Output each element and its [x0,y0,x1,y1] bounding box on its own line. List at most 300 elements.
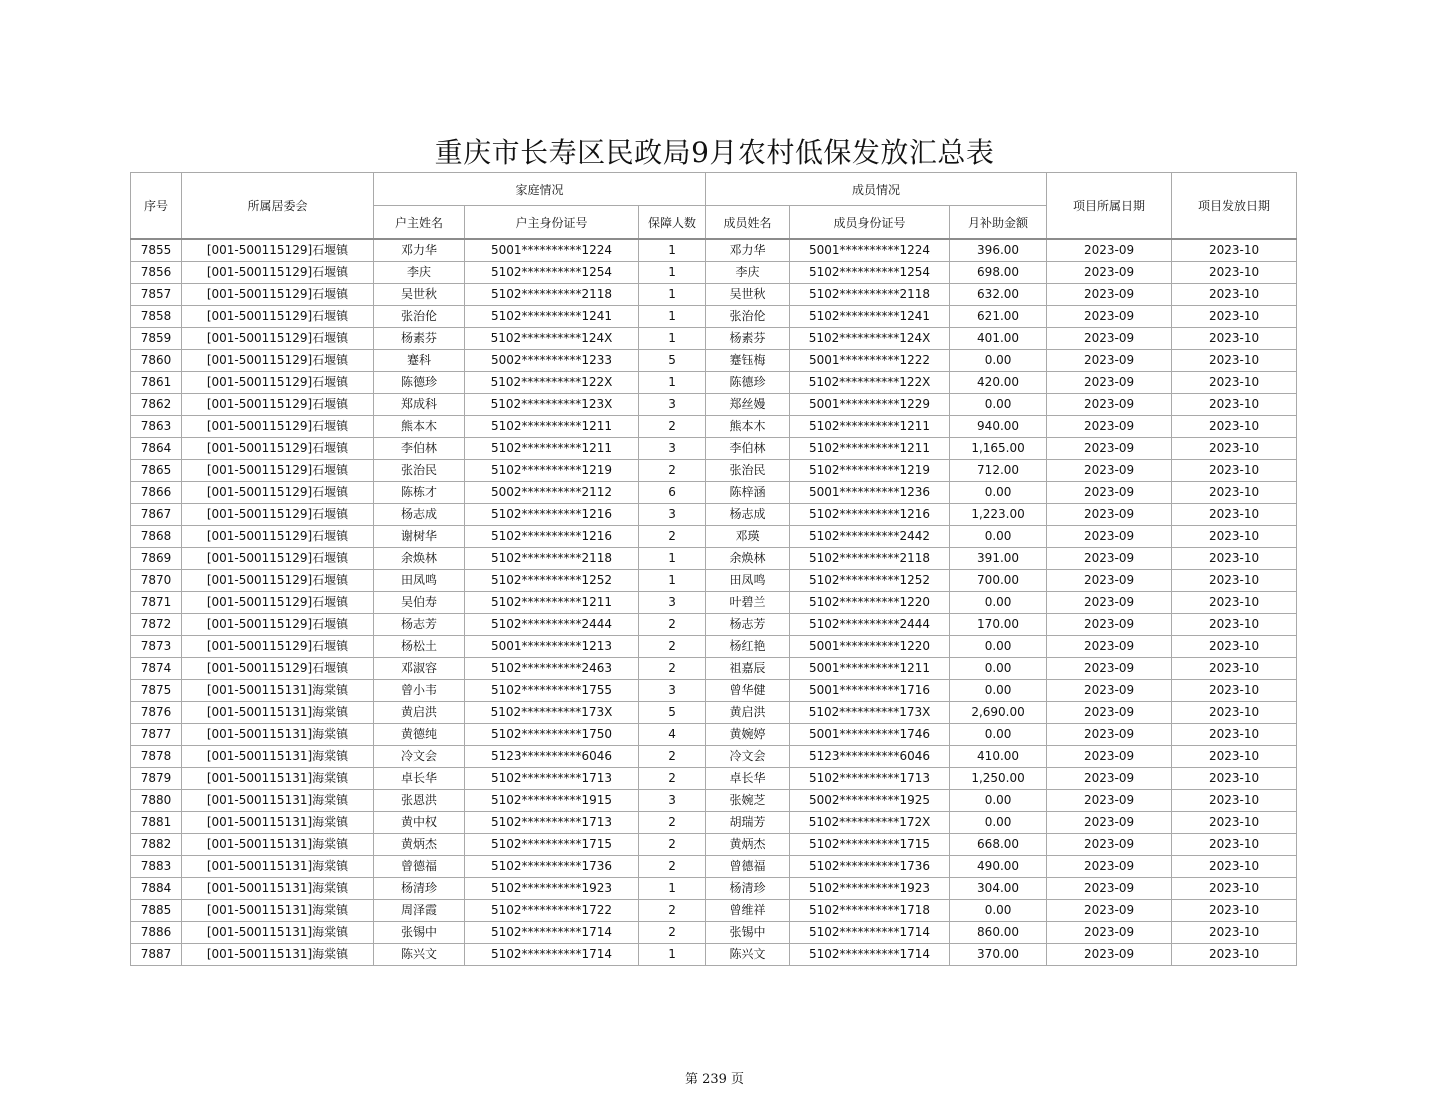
project-date-cell: 2023-09 [1047,900,1172,922]
table-row [131,724,1297,746]
project-date-cell: 2023-09 [1047,812,1172,834]
committee-cell: [001-500115129]石堰镇 [182,460,374,482]
member-name-cell: 李庆 [706,262,790,284]
seq-cell: 7861 [131,372,182,394]
amount-cell: 1,165.00 [950,438,1047,460]
member-name-cell: 曾华健 [706,680,790,702]
committee-cell: [001-500115129]石堰镇 [182,658,374,680]
head-id-cell: 5102**********1219 [465,460,639,482]
amount-cell: 0.00 [950,790,1047,812]
member-name-cell: 杨红艳 [706,636,790,658]
head-name-cell: 杨清珍 [374,878,465,900]
amount-cell: 621.00 [950,306,1047,328]
table-row [131,658,1297,680]
committee-cell: [001-500115131]海棠镇 [182,680,374,702]
relief-summary-table [130,172,1297,966]
project-date-cell: 2023-09 [1047,724,1172,746]
project-date-cell: 2023-09 [1047,922,1172,944]
head-name-cell: 张治民 [374,460,465,482]
head-id-cell: 5102**********1211 [465,416,639,438]
covered-cell: 3 [639,504,706,526]
issue-date-cell: 2023-10 [1172,746,1297,768]
committee-cell: [001-500115131]海棠镇 [182,834,374,856]
seq-cell: 7876 [131,702,182,724]
issue-date-cell: 2023-10 [1172,856,1297,878]
seq-cell: 7877 [131,724,182,746]
amount-cell: 668.00 [950,834,1047,856]
member-id-cell: 5102**********1220 [790,592,950,614]
seq-cell: 7865 [131,460,182,482]
seq-cell: 7873 [131,636,182,658]
header-member-id: 成员身份证号 [790,206,950,240]
header-covered: 保障人数 [639,206,706,240]
issue-date-cell: 2023-10 [1172,504,1297,526]
head-name-cell: 黄启洪 [374,702,465,724]
amount-cell: 401.00 [950,328,1047,350]
member-id-cell: 5102**********1241 [790,306,950,328]
covered-cell: 3 [639,680,706,702]
seq-cell: 7871 [131,592,182,614]
member-name-cell: 冷文会 [706,746,790,768]
amount-cell: 0.00 [950,724,1047,746]
seq-cell: 7859 [131,328,182,350]
issue-date-cell: 2023-10 [1172,239,1297,262]
head-id-cell: 5102**********1755 [465,680,639,702]
covered-cell: 1 [639,306,706,328]
head-name-cell: 李庆 [374,262,465,284]
project-date-cell: 2023-09 [1047,284,1172,306]
member-id-cell: 5102**********1736 [790,856,950,878]
committee-cell: [001-500115129]石堰镇 [182,394,374,416]
header-amount: 月补助金额 [950,206,1047,240]
committee-cell: [001-500115131]海棠镇 [182,768,374,790]
head-name-cell: 黄中权 [374,812,465,834]
committee-cell: [001-500115129]石堰镇 [182,262,374,284]
member-name-cell: 陈兴文 [706,944,790,966]
head-id-cell: 5102**********123X [465,394,639,416]
amount-cell: 1,223.00 [950,504,1047,526]
member-name-cell: 李伯林 [706,438,790,460]
table-row [131,768,1297,790]
committee-cell: [001-500115129]石堰镇 [182,614,374,636]
issue-date-cell: 2023-10 [1172,658,1297,680]
head-name-cell: 黄德纯 [374,724,465,746]
member-name-cell: 陈德珍 [706,372,790,394]
head-id-cell: 5102**********1736 [465,856,639,878]
seq-cell: 7874 [131,658,182,680]
table-row [131,856,1297,878]
committee-cell: [001-500115129]石堰镇 [182,526,374,548]
issue-date-cell: 2023-10 [1172,306,1297,328]
head-id-cell: 5102**********2463 [465,658,639,680]
project-date-cell: 2023-09 [1047,768,1172,790]
covered-cell: 2 [639,812,706,834]
head-id-cell: 5102**********1923 [465,878,639,900]
amount-cell: 396.00 [950,239,1047,262]
covered-cell: 1 [639,239,706,262]
member-name-cell: 卓长华 [706,768,790,790]
project-date-cell: 2023-09 [1047,438,1172,460]
table-row [131,834,1297,856]
header-project-date: 项目所属日期 [1047,173,1172,240]
member-id-cell: 5102**********1718 [790,900,950,922]
project-date-cell: 2023-09 [1047,944,1172,966]
head-name-cell: 张治伦 [374,306,465,328]
issue-date-cell: 2023-10 [1172,922,1297,944]
head-id-cell: 5102**********1252 [465,570,639,592]
issue-date-cell: 2023-10 [1172,834,1297,856]
project-date-cell: 2023-09 [1047,856,1172,878]
committee-cell: [001-500115131]海棠镇 [182,900,374,922]
table-row [131,306,1297,328]
issue-date-cell: 2023-10 [1172,394,1297,416]
member-name-cell: 吴世秋 [706,284,790,306]
amount-cell: 410.00 [950,746,1047,768]
head-id-cell: 5102**********1714 [465,922,639,944]
member-id-cell: 5102**********2118 [790,284,950,306]
amount-cell: 712.00 [950,460,1047,482]
project-date-cell: 2023-09 [1047,570,1172,592]
project-date-cell: 2023-09 [1047,526,1172,548]
committee-cell: [001-500115131]海棠镇 [182,724,374,746]
member-name-cell: 邓力华 [706,239,790,262]
header-head-id: 户主身份证号 [465,206,639,240]
project-date-cell: 2023-09 [1047,262,1172,284]
member-name-cell: 叶碧兰 [706,592,790,614]
committee-cell: [001-500115129]石堰镇 [182,592,374,614]
covered-cell: 3 [639,790,706,812]
header-member-name: 成员姓名 [706,206,790,240]
member-id-cell: 5102**********1211 [790,416,950,438]
head-id-cell: 5102**********122X [465,372,639,394]
committee-cell: [001-500115131]海棠镇 [182,790,374,812]
committee-cell: [001-500115129]石堰镇 [182,284,374,306]
member-name-cell: 张治伦 [706,306,790,328]
head-id-cell: 5102**********1713 [465,812,639,834]
project-date-cell: 2023-09 [1047,746,1172,768]
committee-cell: [001-500115129]石堰镇 [182,372,374,394]
covered-cell: 2 [639,834,706,856]
issue-date-cell: 2023-10 [1172,592,1297,614]
seq-cell: 7886 [131,922,182,944]
member-id-cell: 5001**********1220 [790,636,950,658]
covered-cell: 5 [639,702,706,724]
issue-date-cell: 2023-10 [1172,526,1297,548]
member-name-cell: 黄炳杰 [706,834,790,856]
head-name-cell: 余焕林 [374,548,465,570]
amount-cell: 0.00 [950,636,1047,658]
member-name-cell: 郑丝嫚 [706,394,790,416]
amount-cell: 700.00 [950,570,1047,592]
amount-cell: 0.00 [950,592,1047,614]
head-name-cell: 卓长华 [374,768,465,790]
member-id-cell: 5102**********1211 [790,438,950,460]
seq-cell: 7855 [131,239,182,262]
covered-cell: 2 [639,922,706,944]
table-row [131,636,1297,658]
seq-cell: 7856 [131,262,182,284]
committee-cell: [001-500115131]海棠镇 [182,812,374,834]
head-name-cell: 吴伯寿 [374,592,465,614]
issue-date-cell: 2023-10 [1172,878,1297,900]
issue-date-cell: 2023-10 [1172,416,1297,438]
amount-cell: 698.00 [950,262,1047,284]
covered-cell: 1 [639,284,706,306]
seq-cell: 7883 [131,856,182,878]
committee-cell: [001-500115129]石堰镇 [182,239,374,262]
issue-date-cell: 2023-10 [1172,702,1297,724]
head-id-cell: 5123**********6046 [465,746,639,768]
header-household-group: 家庭情况 [374,173,706,206]
head-name-cell: 黄炳杰 [374,834,465,856]
project-date-cell: 2023-09 [1047,372,1172,394]
covered-cell: 2 [639,636,706,658]
table-row [131,680,1297,702]
member-name-cell: 胡瑞芳 [706,812,790,834]
head-id-cell: 5102**********2118 [465,548,639,570]
covered-cell: 1 [639,372,706,394]
member-id-cell: 5123**********6046 [790,746,950,768]
member-id-cell: 5102**********1216 [790,504,950,526]
issue-date-cell: 2023-10 [1172,350,1297,372]
table-row [131,878,1297,900]
head-id-cell: 5102**********1915 [465,790,639,812]
head-name-cell: 熊本木 [374,416,465,438]
project-date-cell: 2023-09 [1047,878,1172,900]
project-date-cell: 2023-09 [1047,394,1172,416]
project-date-cell: 2023-09 [1047,504,1172,526]
amount-cell: 860.00 [950,922,1047,944]
head-name-cell: 张锡中 [374,922,465,944]
head-id-cell: 5102**********2118 [465,284,639,306]
issue-date-cell: 2023-10 [1172,438,1297,460]
covered-cell: 3 [639,394,706,416]
member-name-cell: 张锡中 [706,922,790,944]
member-id-cell: 5102**********1714 [790,944,950,966]
issue-date-cell: 2023-10 [1172,372,1297,394]
head-id-cell: 5102**********1241 [465,306,639,328]
amount-cell: 0.00 [950,526,1047,548]
head-id-cell: 5002**********2112 [465,482,639,504]
table-body [131,239,1297,966]
covered-cell: 5 [639,350,706,372]
issue-date-cell: 2023-10 [1172,262,1297,284]
amount-cell: 940.00 [950,416,1047,438]
member-name-cell: 余焕林 [706,548,790,570]
member-id-cell: 5102**********1254 [790,262,950,284]
member-id-cell: 5102**********1713 [790,768,950,790]
committee-cell: [001-500115131]海棠镇 [182,944,374,966]
header-member-group: 成员情况 [706,173,1047,206]
head-name-cell: 李伯林 [374,438,465,460]
covered-cell: 2 [639,746,706,768]
member-id-cell: 5102**********124X [790,328,950,350]
seq-cell: 7879 [131,768,182,790]
covered-cell: 2 [639,416,706,438]
amount-cell: 490.00 [950,856,1047,878]
head-name-cell: 邓力华 [374,239,465,262]
amount-cell: 0.00 [950,900,1047,922]
member-id-cell: 5102**********172X [790,812,950,834]
head-id-cell: 5102**********1254 [465,262,639,284]
amount-cell: 0.00 [950,658,1047,680]
seq-cell: 7860 [131,350,182,372]
project-date-cell: 2023-09 [1047,834,1172,856]
member-name-cell: 邓瑛 [706,526,790,548]
committee-cell: [001-500115131]海棠镇 [182,878,374,900]
member-id-cell: 5002**********1925 [790,790,950,812]
amount-cell: 0.00 [950,812,1047,834]
table-row [131,548,1297,570]
seq-cell: 7867 [131,504,182,526]
member-id-cell: 5102**********1714 [790,922,950,944]
seq-cell: 7878 [131,746,182,768]
project-date-cell: 2023-09 [1047,482,1172,504]
seq-cell: 7858 [131,306,182,328]
member-id-cell: 5102**********1252 [790,570,950,592]
head-name-cell: 周泽霞 [374,900,465,922]
member-id-cell: 5102**********173X [790,702,950,724]
seq-cell: 7870 [131,570,182,592]
issue-date-cell: 2023-10 [1172,812,1297,834]
covered-cell: 6 [639,482,706,504]
amount-cell: 1,250.00 [950,768,1047,790]
member-name-cell: 黄启洪 [706,702,790,724]
table-row [131,328,1297,350]
table-row [131,239,1297,262]
table-row [131,790,1297,812]
issue-date-cell: 2023-10 [1172,328,1297,350]
amount-cell: 632.00 [950,284,1047,306]
head-name-cell: 邓淑容 [374,658,465,680]
covered-cell: 2 [639,658,706,680]
committee-cell: [001-500115129]石堰镇 [182,504,374,526]
header-head-name: 户主姓名 [374,206,465,240]
member-id-cell: 5001**********1224 [790,239,950,262]
head-id-cell: 5102**********2444 [465,614,639,636]
table-row [131,592,1297,614]
table-row [131,394,1297,416]
issue-date-cell: 2023-10 [1172,724,1297,746]
table-row [131,922,1297,944]
covered-cell: 1 [639,944,706,966]
seq-cell: 7887 [131,944,182,966]
table-row [131,526,1297,548]
project-date-cell: 2023-09 [1047,592,1172,614]
covered-cell: 2 [639,460,706,482]
member-id-cell: 5001**********1716 [790,680,950,702]
committee-cell: [001-500115131]海棠镇 [182,702,374,724]
table-row [131,570,1297,592]
head-id-cell: 5102**********1750 [465,724,639,746]
head-id-cell: 5102**********1713 [465,768,639,790]
project-date-cell: 2023-09 [1047,306,1172,328]
project-date-cell: 2023-09 [1047,350,1172,372]
committee-cell: [001-500115131]海棠镇 [182,746,374,768]
member-id-cell: 5102**********122X [790,372,950,394]
member-name-cell: 杨素芬 [706,328,790,350]
project-date-cell: 2023-09 [1047,658,1172,680]
project-date-cell: 2023-09 [1047,416,1172,438]
member-name-cell: 黄婉婷 [706,724,790,746]
project-date-cell: 2023-09 [1047,614,1172,636]
table-row [131,746,1297,768]
header-committee: 所属居委会 [182,173,374,240]
covered-cell: 1 [639,878,706,900]
issue-date-cell: 2023-10 [1172,570,1297,592]
seq-cell: 7869 [131,548,182,570]
head-name-cell: 曾德福 [374,856,465,878]
project-date-cell: 2023-09 [1047,702,1172,724]
table-row [131,350,1297,372]
issue-date-cell: 2023-10 [1172,790,1297,812]
issue-date-cell: 2023-10 [1172,460,1297,482]
head-id-cell: 5001**********1213 [465,636,639,658]
table-row [131,482,1297,504]
table-row [131,438,1297,460]
seq-cell: 7857 [131,284,182,306]
table-row [131,504,1297,526]
member-id-cell: 5102**********1715 [790,834,950,856]
head-name-cell: 陈德珍 [374,372,465,394]
member-id-cell: 5102**********1219 [790,460,950,482]
table-row [131,614,1297,636]
page-title: 重庆市长寿区民政局9月农村低保发放汇总表 [434,136,995,169]
member-id-cell: 5001**********1222 [790,350,950,372]
amount-cell: 170.00 [950,614,1047,636]
covered-cell: 3 [639,592,706,614]
covered-cell: 2 [639,526,706,548]
amount-cell: 391.00 [950,548,1047,570]
table-row [131,944,1297,966]
member-name-cell: 陈梓涵 [706,482,790,504]
member-name-cell: 祖嘉辰 [706,658,790,680]
amount-cell: 370.00 [950,944,1047,966]
amount-cell: 0.00 [950,680,1047,702]
head-name-cell: 蹇科 [374,350,465,372]
seq-cell: 7880 [131,790,182,812]
amount-cell: 0.00 [950,394,1047,416]
committee-cell: [001-500115129]石堰镇 [182,350,374,372]
member-name-cell: 曾维祥 [706,900,790,922]
issue-date-cell: 2023-10 [1172,482,1297,504]
member-id-cell: 5102**********2444 [790,614,950,636]
amount-cell: 2,690.00 [950,702,1047,724]
covered-cell: 1 [639,570,706,592]
head-name-cell: 杨志芳 [374,614,465,636]
head-id-cell: 5102**********1211 [465,592,639,614]
project-date-cell: 2023-09 [1047,790,1172,812]
head-name-cell: 杨志成 [374,504,465,526]
header-seq: 序号 [131,173,182,240]
head-name-cell: 郑成科 [374,394,465,416]
head-name-cell: 陈栋才 [374,482,465,504]
project-date-cell: 2023-09 [1047,636,1172,658]
head-name-cell: 杨松土 [374,636,465,658]
seq-cell: 7866 [131,482,182,504]
covered-cell: 1 [639,262,706,284]
project-date-cell: 2023-09 [1047,548,1172,570]
head-id-cell: 5102**********1211 [465,438,639,460]
member-id-cell: 5102**********2118 [790,548,950,570]
issue-date-cell: 2023-10 [1172,680,1297,702]
head-name-cell: 陈兴文 [374,944,465,966]
member-id-cell: 5001**********1211 [790,658,950,680]
member-name-cell: 熊本木 [706,416,790,438]
head-name-cell: 杨素芬 [374,328,465,350]
table-row [131,262,1297,284]
head-id-cell: 5102**********1722 [465,900,639,922]
